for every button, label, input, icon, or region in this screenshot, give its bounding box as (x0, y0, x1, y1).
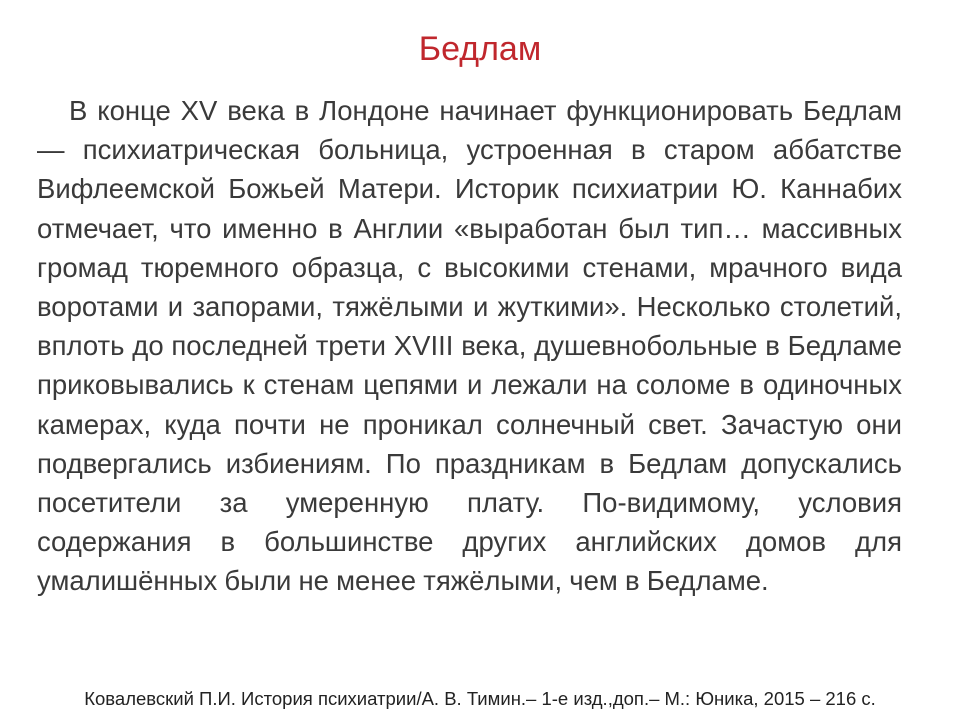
body-paragraph: В конце XV века в Лондоне начинает функционировать Бедлам — психиатрическая больница, устроенная в старом аббатстве Вифлеемской Божьей Матери. Историк психиатрии Ю. Каннабих отмечает, что именно в Англии «выработан был тип… массивных громад тюремного образца, с высокими стенами, мрачного вида воротами и запорами, тяжёлыми и жуткими». Несколько столетий, вплоть до последней трети XVIII века, душевнобольные в Бедламе приковывались к стенам цепями и лежали на соломе в одиночных камерах, куда почти не проникал солнечный свет. Зачастую они подвергались избиениям. По праздникам в Бедлам допускались посетители за умеренную плату. По-видимому, условия содержания в большинстве других английских домов для умалишённых были не менее тяжёлыми, чем в Бедламе. (37, 95, 902, 597)
slide-title: Бедлам (418, 30, 542, 68)
citation: Ковалевский П.И. История психиатрии/А. В. Тимин.– 1-е изд.,доп.– М.: Юника, 2015 – 216 с. (84, 688, 876, 709)
